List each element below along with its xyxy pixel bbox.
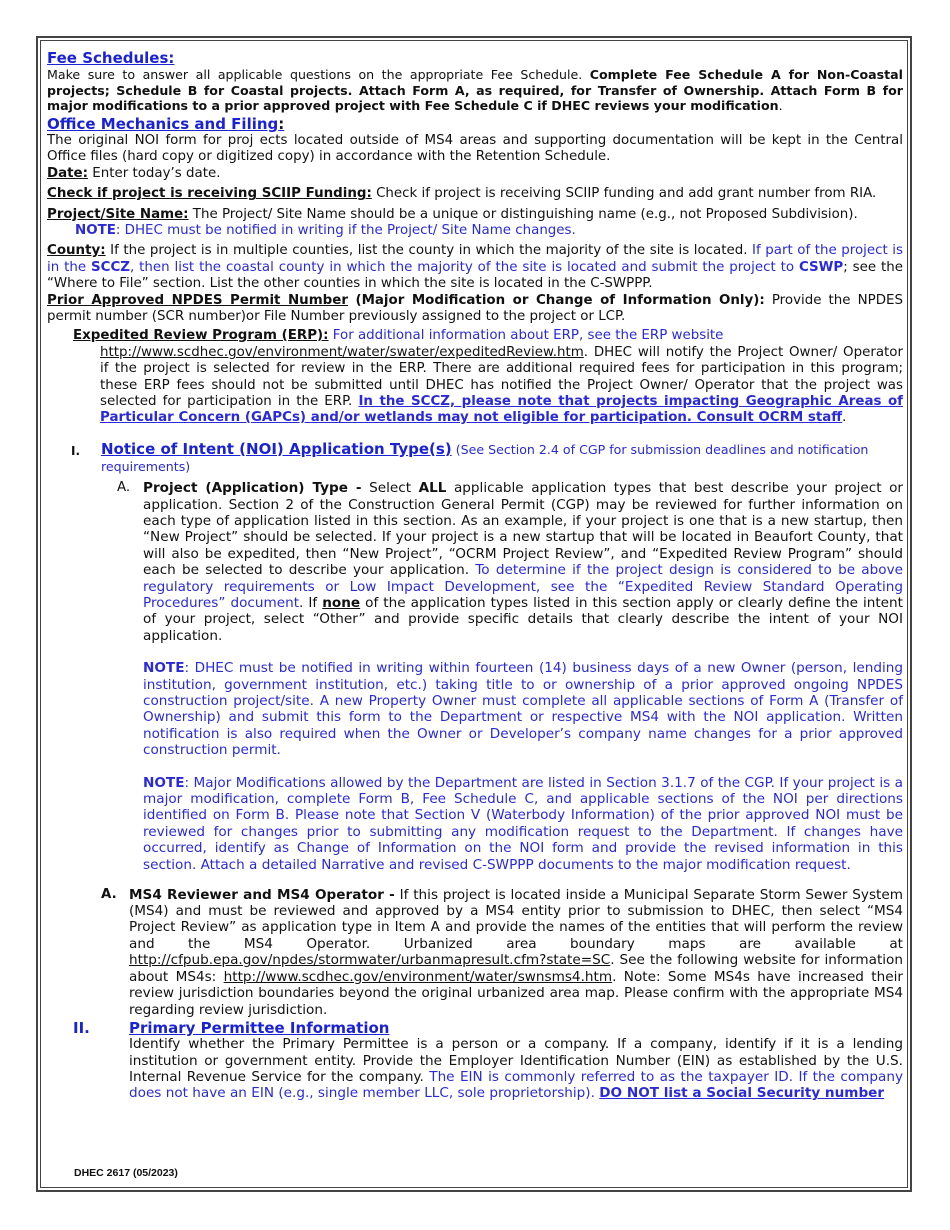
date-label: Date: xyxy=(47,166,88,182)
item-ms4-body xyxy=(129,887,903,1018)
section-ii xyxy=(47,1020,903,1103)
section-i-subtitle: (See Section 2.4 of CGP for submission deadlines and notification requirements) xyxy=(101,441,869,474)
office-heading-colon: : xyxy=(278,114,285,133)
note-1-label: NOTE xyxy=(143,660,185,677)
erp-sccz-note: In the SCCZ, please note that projects impacting Geographic Areas of Particular Concern (GAPCs) and/or wetlands may not eligible for participation. Consult OCRM staff xyxy=(100,393,903,426)
fee-schedules-text xyxy=(47,67,903,114)
item-a-text-2: applicable application types that best describe your project or application. Section 2 of the Construction General Permit (CGP) may be reviewed for further information on each type of application listed in this section. As an example, if your project is one that is a new startup, then “New Project” should be selected. If your project is a new startup that will be located in Beaufort County, that will also be expedited, then “New Project”, “OCRM Project Review”, and “Expedited Review Program” should each be selected to describe your application. xyxy=(143,480,903,579)
erp-blue: For additional information about ERP, see the ERP website xyxy=(328,327,724,343)
county-cswp: CSWP xyxy=(798,259,844,275)
item-a-text-4: of the application types listed in this section apply or clearly define the intent of your project, select “Other” and provide specific details that clearly describe the intent of your NOI application. xyxy=(143,594,903,644)
erp-label: Expedited Review Program (ERP): xyxy=(73,327,329,343)
sciip-text: Check if project is receiving SCIIP funding and add grant number from RIA. xyxy=(371,186,877,202)
fee-text-1: Make sure to answer all applicable questions on the appropriate Fee Schedule. xyxy=(47,67,590,82)
note-2-text: : Major Modifications allowed by the Department are listed in Section 3.1.7 of the CGP. If your project is a major modification, complete Form B, Fee Schedule C, and applicable sections of the NOI per directions identified on Form B. Please note that Section V (Waterbody Information) of the prior approved NOI must be reviewed for changes prior to submitting any modification request to the Department. If changes have occurred, identify as Change of Information on the NOI form and provide the revised information in this section. Attach a detailed Narrative and revised C-SWPPP documents to the major modification request. xyxy=(143,774,903,873)
fee-schedules-heading: Fee Schedules: xyxy=(47,49,175,67)
section-ii-body xyxy=(129,1020,903,1103)
section-i-item-a xyxy=(117,480,903,644)
section-ii-title: Primary Permittee Information xyxy=(129,1018,390,1037)
ms4-info-link[interactable]: http://www.scdhec.gov/environment/water/swnsms4.htm xyxy=(223,968,613,985)
item-ms4-text-2: . See the following website for information about MS4s: xyxy=(129,952,903,985)
note-1-text: : DHEC must be notified in writing within fourteen (14) business days of a new Owner (person, lending institution, government institution, etc.) taking title to or ownership of a prior approved ongoing NPDES construction project/site. A new Property Owner must complete all applicable sections of Form A (Transfer of Ownership) and submit this form to the Department or respective MS4 with the NOI application. Written notification is also required when the Owner or Developer’s company name changes for a prior approved construction permit. xyxy=(143,660,903,759)
section-ii-plain: Identify whether the Primary Permittee is a person or a company. If a company, identify if it is a lending institution or government entity. Provide the Employer Identification Number (EIN) as established by the U.S. Internal Revenue Service for the company. xyxy=(129,1036,903,1086)
item-ms4-text-3: . Note: Some MS4s have increased their review jurisdiction boundaries beyond the original urbanized area map. Please confirm with the appropriate MS4 regarding review jurisdiction. xyxy=(129,968,903,1018)
county-blue-1: If part of the project is in the xyxy=(47,243,904,275)
office-mechanics-text: The original NOI form for proj ects located outside of MS4 areas and supporting documentation will be kept in the Central Office files (hard copy or digitized copy) in accordance with the Retention Schedule. xyxy=(47,132,903,164)
note-2-label: NOTE xyxy=(143,774,185,791)
section-ii-ssn-warning: DO NOT list a Social Security number xyxy=(599,1085,885,1102)
county-line xyxy=(47,243,903,292)
project-site-name-line xyxy=(47,207,903,240)
office-mechanics-heading xyxy=(47,115,903,133)
urbanized-map-link[interactable]: http://cfpub.epa.gov/npdes/stormwater/urbanmapresult.cfm?state=SC xyxy=(129,952,611,969)
fee-text-2: Complete Fee Schedule A for Non-Coastal projects; Schedule B for Coastal projects. Attach Form A, as required, for Transfer of Ownership. Attach Form B for major modifications to a prior approved project with Fee Schedule C if DHEC reviews your modification xyxy=(47,67,903,113)
erp-body xyxy=(100,345,903,426)
section-i xyxy=(47,441,903,477)
project-note xyxy=(47,223,576,238)
sciip-line xyxy=(47,186,903,202)
section-i-number: I. xyxy=(71,443,81,458)
item-a-blue: To determine if the project design is considered to be above regulatory requirements or Low Impact Development, see the “Expedited Review Standard Operating Procedures” document xyxy=(143,562,903,611)
item-a-letter: A. xyxy=(117,480,131,496)
project-note-text: : DHEC must be notified in writing if the Project/ Site Name changes. xyxy=(115,222,576,238)
note-new-owner xyxy=(143,660,903,758)
item-a-text-3: . If xyxy=(299,594,323,611)
sciip-label: Check if project is receiving SCIIP Funding: xyxy=(47,186,372,202)
item-a-label: Project (Application) Type - xyxy=(143,480,362,497)
prior-text: Provide the NPDES permit number (SCR number)or File Number previously assigned to the project or LCP. xyxy=(47,293,904,325)
erp-website-link[interactable]: http://www.scdhec.gov/environment/water/swater/expeditedReview.htm xyxy=(100,345,584,361)
county-sccz: SCCZ xyxy=(90,259,130,275)
form-footer: DHEC 2617 (05/2023) xyxy=(74,1167,178,1179)
section-ii-number: II. xyxy=(73,1018,90,1037)
section-i-title: Notice of Intent (NOI) Application Type(s) xyxy=(101,439,452,458)
county-label: County: xyxy=(47,243,106,259)
county-text-2: ; see the “Where to File” section. List the other counties in which the site is located in the C-SWPPP. xyxy=(47,259,903,291)
item-ms4-letter: A. xyxy=(101,886,117,902)
county-blue-2: , then list the coastal county in which the majority of the site is located and submit the project to xyxy=(130,259,799,275)
project-note-label: NOTE xyxy=(75,222,116,238)
section-i-heading xyxy=(101,441,903,477)
project-text: The Project/ Site Name should be a unique or distinguishing name (e.g., not Proposed Subdivision). xyxy=(188,206,858,222)
erp-paragraph xyxy=(73,328,903,427)
item-a-all: ALL xyxy=(418,480,447,497)
section-i-item-ms4 xyxy=(101,887,903,1018)
prior-permit-line xyxy=(47,293,903,326)
section-ii-blue: The EIN is commonly referred to as the taxpayer ID. If the company does not have an EIN (e.g., single member LLC, sole proprietorship). xyxy=(129,1069,903,1102)
county-text: If the project is in multiple counties, list the county in which the majority of the site is located. xyxy=(105,243,753,259)
item-a-text-1: Select xyxy=(361,480,419,497)
office-heading-text: Office Mechanics and Filing xyxy=(47,114,279,133)
prior-label-2: (Major Modification or Change of Information Only): xyxy=(347,293,765,309)
fee-text-3: . xyxy=(778,98,783,113)
item-a-body xyxy=(143,480,903,644)
section-ii-text xyxy=(129,1036,903,1102)
prior-label: Prior Approved NPDES Permit Number xyxy=(47,293,348,309)
item-ms4-label: MS4 Reviewer and MS4 Operator - xyxy=(129,886,395,903)
erp-first-line xyxy=(73,328,903,344)
date-line xyxy=(47,166,903,182)
erp-text: . DHEC will notify the Project Owner/ Operator if the project is selected for review in the ERP. There are additional required fees for participation in this program; these ERP fees should not be submitted until DHEC has notified the Project Owner/ Operator that the project was selected for participation in the ERP. xyxy=(100,345,903,409)
project-label: Project/Site Name: xyxy=(47,206,189,222)
date-text: Enter today’s date. xyxy=(88,166,221,182)
erp-end: . xyxy=(842,410,847,426)
item-ms4-text-1: If this project is located inside a Municipal Separate Storm Sewer System (MS4) and must be reviewed and approved by a MS4 entity prior to submission to DHEC, then select “MS4 Project Review” as application type in Item A and provide the names of the entities that will perform the review and the MS4 Operator. Urbanized area boundary maps are available at xyxy=(129,886,903,952)
item-a-none: none xyxy=(322,594,361,611)
note-major-modifications xyxy=(143,775,903,873)
document-body xyxy=(47,49,903,1103)
